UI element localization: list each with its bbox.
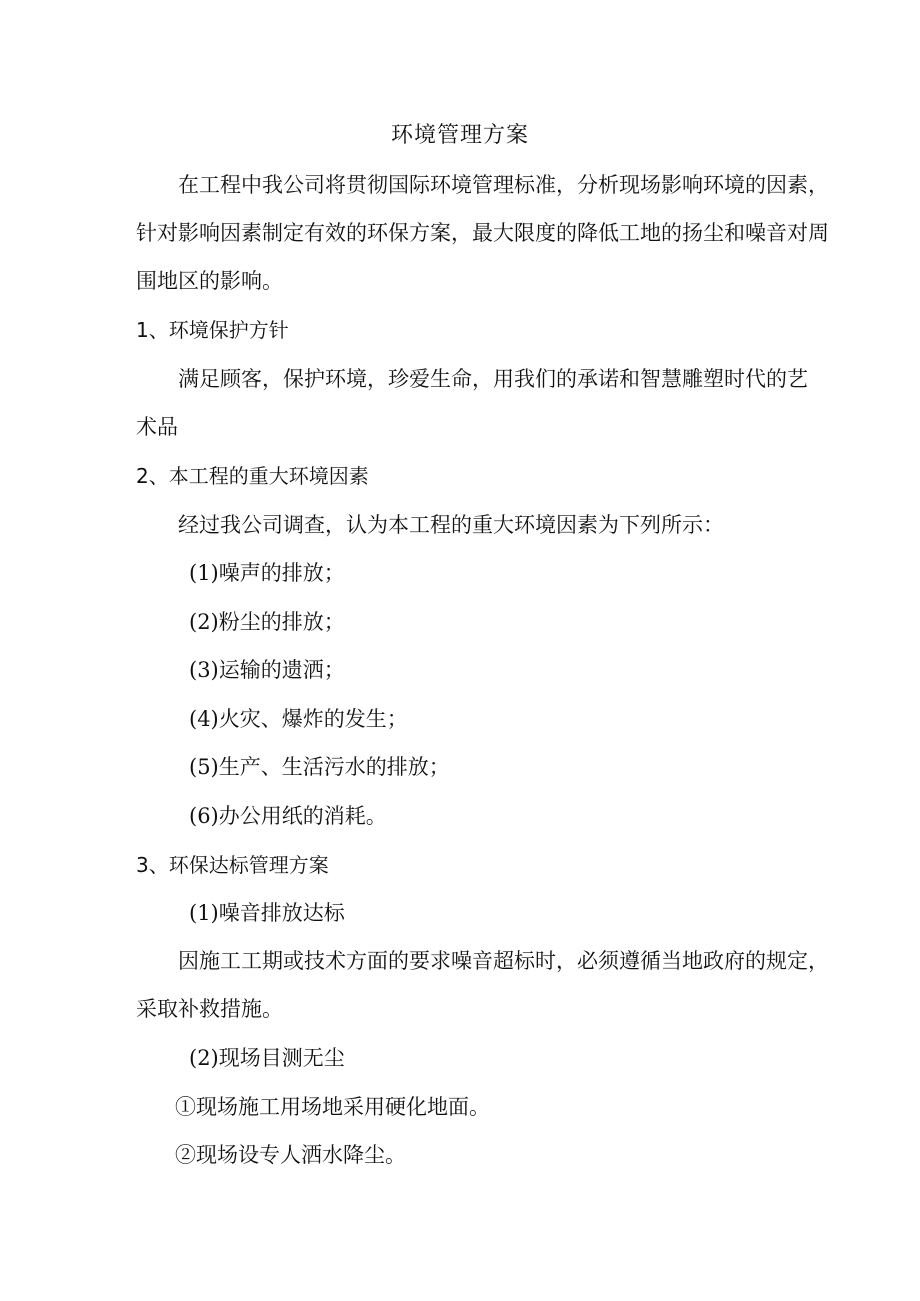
factor-item-2: (2)粉尘的排放； [189,610,345,634]
intro-line-2: 针对影响因素制定有效的环保方案，最大限度的降低工地的扬尘和噪音对周 [136,221,829,245]
intro-line-3: 围地区的影响。 [136,269,283,293]
section-3-sub-1-body-line-2: 采取补救措施。 [136,997,283,1021]
intro-line-1: 在工程中我公司将贯彻国际环境管理标准，分析现场影响环境的因素， [178,173,829,197]
factor-item-3: (3)运输的遗洒； [189,658,345,682]
dust-measure-2: ②现场设专人洒水降尘。 [175,1143,406,1167]
factor-item-5: (5)生产、生活污水的排放； [189,755,450,779]
section-1-body-line-1: 满足顾客，保护环境，珍爱生命，用我们的承诺和智慧雕塑时代的艺 [178,367,808,391]
section-3-sub-1-heading: (1)噪音排放达标 [189,901,345,925]
factor-item-1: (1)噪声的排放； [189,561,345,585]
section-1-body-line-2: 术品 [136,415,178,439]
section-1-heading: 1、环境保护方针 [136,318,289,342]
section-2-lead: 经过我公司调查，认为本工程的重大环境因素为下列所示： [178,513,724,537]
document-title: 环境管理方案 [390,123,529,148]
factor-item-4: (4)火灾、爆炸的发生； [189,707,408,731]
factor-item-6: (6)办公用纸的消耗。 [189,804,387,828]
section-3-sub-2-heading: (2)现场目测无尘 [189,1046,345,1070]
section-2-heading: 2、本工程的重大环境因素 [136,464,369,488]
dust-measure-1: ①现场施工用场地采用硬化地面。 [175,1095,490,1119]
section-3-heading: 3、环保达标管理方案 [136,853,329,877]
section-3-sub-1-body-line-1: 因施工工期或技术方面的要求噪音超标时，必须遵循当地政府的规定， [178,949,829,973]
